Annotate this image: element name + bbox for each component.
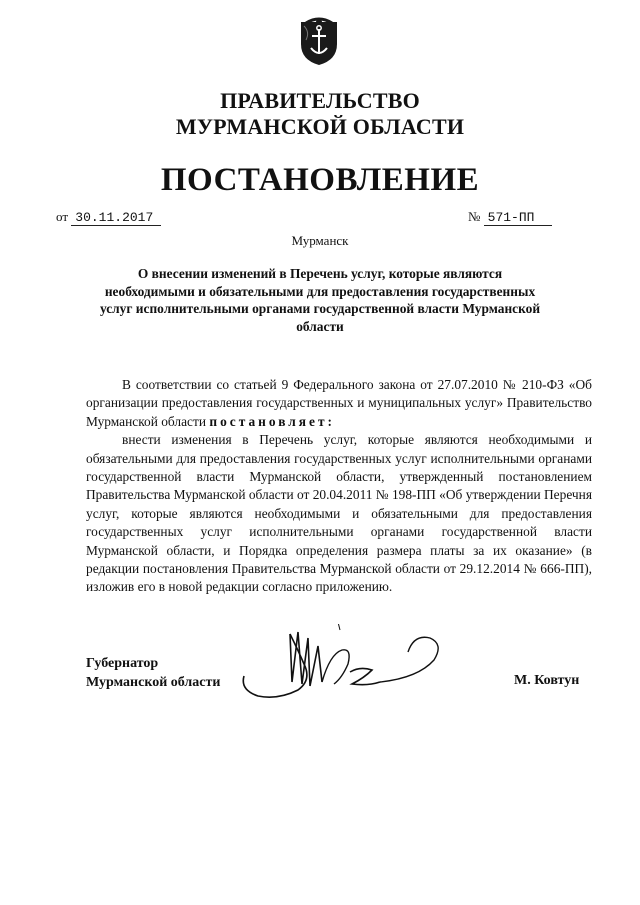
document-type: ПОСТАНОВЛЕНИЕ (160, 162, 480, 198)
number-label: № (468, 209, 481, 224)
date-label: от (56, 209, 69, 224)
document-body (86, 376, 592, 597)
preamble-paragraph (86, 376, 592, 431)
preamble-text: В соответствии со статьей 9 Федерального закона от 27.07.2010 № 210-ФЗ «Об организации предоставления государственных и муниципальных услуг» Правительство Мурманской области (86, 377, 592, 429)
number-value: 571-ПП (484, 210, 553, 226)
position-line2: Мурманской области (86, 675, 221, 690)
handwritten-signature (238, 624, 468, 716)
document-date (56, 209, 161, 225)
coat-of-arms-icon (298, 14, 340, 66)
signatory-name: М. Ковтун (514, 673, 580, 688)
city: Мурманск (291, 233, 349, 248)
org-name-line2: МУРМАНСКОЙ ОБЛАСТИ (175, 114, 465, 139)
signatory-position (86, 654, 220, 692)
document-title: О внесении изменений в Перечень услуг, которые являются необходимыми и обязательными для предоставления государственных услуг исполнительными органами государственной власти Мурманской области (99, 266, 541, 334)
operative-paragraph: внести изменения в Перечень услуг, которые являются необходимыми и обязательными для предоставления государственных услуг исполнительными органами государственной власти Мурманской области, утвержденный постановлением Правительства Мурманской области от 20.04.2011 № 198-ПП «Об утверждении Перечня услуг, которые являются необходимыми и обязательными для предоставления государственных услуг исполнительными органами государственной власти Мурманской области, и Порядка определения размера платы за их оказание» (в редакции постановления Правительства Мурманской области от 29.12.2014 № 666-ПП), изложив его в новой редакции согласно приложению. (86, 432, 592, 595)
position-line1: Губернатор (86, 656, 159, 671)
date-value: 30.11.2017 (71, 210, 161, 226)
document-number (468, 209, 552, 225)
decree-word: постановляет: (209, 413, 336, 429)
org-name-line1: ПРАВИТЕЛЬСТВО (220, 88, 420, 113)
